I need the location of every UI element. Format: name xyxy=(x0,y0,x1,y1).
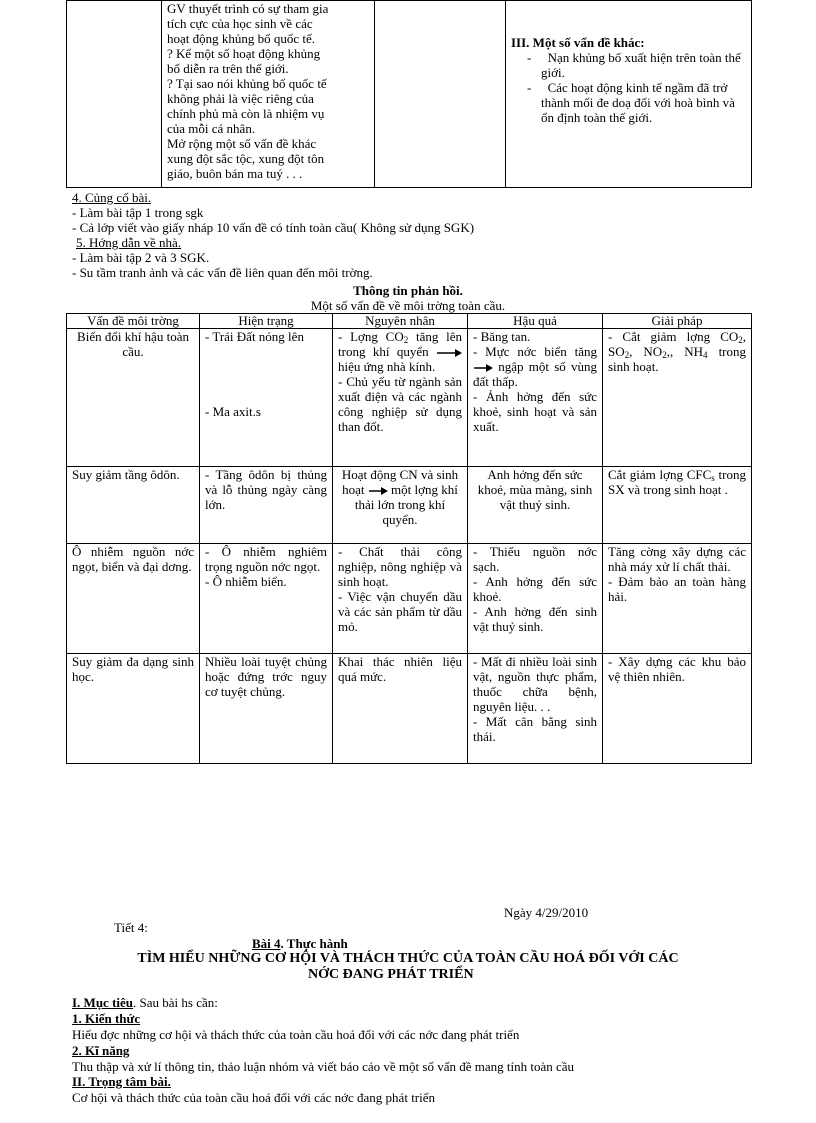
text-line: GV thuyết trình có sự tham gia xyxy=(167,1,329,16)
cause-cell: Khai thác nhiên liệu quá mức. xyxy=(333,654,468,764)
text-line: bố diễn ra trên thế giới. xyxy=(167,61,289,76)
text-line: ? Kể một số hoạt động khủng xyxy=(167,46,321,61)
list-item: - Nạn khủng bố xuất hiện trên toàn thế giới. xyxy=(527,50,741,80)
table-row xyxy=(67,1,752,188)
environment-table xyxy=(66,313,752,764)
effect-cell: Anh hởng đến sức khoẻ, mùa màng, sinh vật thuỷ sinh. xyxy=(468,467,603,544)
content-cell xyxy=(506,1,752,188)
focus-heading: II. Trọng tâm bài. xyxy=(72,1074,171,1089)
focus-text: Cơ hội và thách thức của toàn cầu hoá đối với các nớc đang phát triển xyxy=(72,1090,436,1105)
table-row xyxy=(67,654,752,764)
column-header: Giải pháp xyxy=(603,314,752,329)
skills-heading: 2. Kĩ năng xyxy=(72,1043,130,1058)
activity-table xyxy=(66,0,752,188)
cause-cell: Hoạt động CN và sinh hoạt một lợng khí thải lớn trong khí quyển. xyxy=(333,467,468,544)
lesson-title: NỚC ĐANG PHÁT TRIỂN xyxy=(308,967,474,982)
solution-cell: Tăng cờng xây dựng các nhà máy xử lí chất thải. - Đảm bảo an toàn hàng hải. xyxy=(603,544,752,654)
effect-cell: - Mất đi nhiều loài sinh vật, nguồn thực phẩm, thuốc chữa bệnh, nguyên liệu. . . - Mất cân bằng sinh thái. xyxy=(468,654,603,764)
text-line: chính phủ mà còn là nhiệm vụ xyxy=(167,106,325,121)
column-header: Hiện trạng xyxy=(200,314,333,329)
text-line: không phải là việc riêng của xyxy=(167,91,314,106)
list-item: - Cả lớp viết vào giấy nháp 10 vấn đề có tính toàn cầu( Không sử dụng SGK) xyxy=(72,220,475,235)
column-header: Vấn đề môi trờng xyxy=(67,314,200,329)
table-header-row xyxy=(67,314,752,329)
text-line: của mỗi cá nhân. xyxy=(167,121,256,136)
arrow-right-icon xyxy=(473,364,493,372)
text-line: giáo, buôn bán ma tuý . . . xyxy=(167,166,303,181)
list-item: - Làm bài tập 2 và 3 SGK. xyxy=(72,250,210,265)
arrow-right-icon xyxy=(436,349,462,357)
column-header: Nguyên nhân xyxy=(333,314,468,329)
teacher-activity-cell xyxy=(162,1,375,188)
section-heading: III. Một số vấn đề khác: xyxy=(511,35,645,50)
list-item: - Làm bài tập 1 trong sgk xyxy=(72,205,204,220)
lesson-number: Bài 4. Thực hành xyxy=(252,936,348,951)
issue-cell: Ô nhiễm nguồn nớc ngọt, biển và đại dơng. xyxy=(67,544,200,654)
solution-cell: - Xây dựng các khu bảo vệ thiên nhiên. xyxy=(603,654,752,764)
text-line: tích cực của học sinh về các xyxy=(167,16,313,31)
effect-cell: - Băng tan. - Mực nớc biển tăng ngập một số vùng đất thấp. - Ảnh hởng đến sức khoẻ, sinh hoạt và sản xuất. xyxy=(468,329,603,467)
homework-heading: 5. Hớng dẫn về nhà. xyxy=(76,235,182,250)
issue-cell: Suy giảm đa dạng sinh học. xyxy=(67,654,200,764)
list-item: - Su tầm tranh ảnh và các vấn đề liên quan đến môi trờng. xyxy=(72,265,373,280)
issue-cell: Biến đổi khí hậu toàn cầu. xyxy=(67,329,200,467)
cause-cell: - Chất thải công nghiệp, nông nghiệp và sinh hoạt. - Việc vận chuyển dầu và các sản phẩm từ dầu mỏ. xyxy=(333,544,468,654)
knowledge-heading: 1. Kiến thức xyxy=(72,1011,141,1026)
table-row xyxy=(67,544,752,654)
lesson-date: Ngày 4/29/2010 xyxy=(504,905,589,920)
objectives-heading: I. Mục tiêu. Sau bài hs cần: xyxy=(72,995,218,1010)
lesson-title: TÌM HIỂU NHỮNG CƠ HỘI VÀ THÁCH THỨC CỦA TOÀN CẦU HOÁ ĐỐI VỚI CÁC xyxy=(137,951,679,966)
knowledge-text: Hiểu đợc những cơ hội và thách thức của toàn cầu hoá đối với các nớc đang phát triển xyxy=(72,1027,520,1042)
activity-cell-empty xyxy=(375,1,506,188)
text-line: ? Tại sao nói khủng bố quốc tế xyxy=(167,76,327,91)
effect-cell: - Thiếu nguồn nớc sạch. - Anh hởng đến sức khoẻ. - Anh hởng đến sinh vật thuỷ sinh. xyxy=(468,544,603,654)
consolidation-heading: 4. Củng cố bài. xyxy=(72,190,152,205)
arrow-right-icon xyxy=(368,487,388,495)
table-row xyxy=(67,467,752,544)
status-cell: - Tầng ôdôn bị thủng và lỗ thủng ngày càng lớn. xyxy=(200,467,333,544)
column-header: Hậu quả xyxy=(468,314,603,329)
status-cell: Nhiều loài tuyệt chủng hoặc đứng trớc nguy cơ tuyệt chủng. xyxy=(200,654,333,764)
table-row xyxy=(67,329,752,467)
text-line: Mở rộng một số vấn đề khác xyxy=(167,136,317,151)
skills-text: Thu thập và xử lí thông tin, thảo luận nhóm và viết báo cáo về một số vấn đề mang tính toàn cầu xyxy=(72,1059,575,1074)
text-line: hoạt động khủng bố quốc tế. xyxy=(167,31,316,46)
status-cell: - Ô nhiễm nghiêm trọng nguồn nớc ngọt. - Ô nhiễm biển. xyxy=(200,544,333,654)
issue-cell: Suy giảm tầng ôdôn. xyxy=(67,467,200,544)
text-line: xung đột sắc tộc, xung đột tôn xyxy=(167,151,325,166)
status-cell: - Trái Đất nóng lên - Ma axit.s xyxy=(200,329,333,467)
list-item: - Các hoạt động kinh tế ngầm đã trở thành mối đe doạ đối với hoà bình và ổn định toàn thế giới. xyxy=(527,80,735,125)
cause-cell: - Lợng $CO_2$ tăng lên trong khí quyển hiệu ứng nhà kính. - Chủ yếu từ ngành sản xuất điện và các ngành công nghiệp sử dụng than đốt. xyxy=(333,329,468,467)
feedback-title: Thông tin phản hồi. xyxy=(353,283,463,298)
activity-cell-empty xyxy=(67,1,162,188)
lesson-period: Tiết 4: xyxy=(114,920,148,935)
solution-cell: Cắt giảm lợng $CFC_s$ trong SX và trong sinh hoạt . xyxy=(603,467,752,544)
feedback-subtitle: Một số vấn đề về môi trờng toàn cầu. xyxy=(310,298,506,313)
solution-cell: - Cắt giảm lợng $CO_2$, $SO_2$, $NO_2$,, $NH_4$ trong sinh hoạt. xyxy=(603,329,752,467)
